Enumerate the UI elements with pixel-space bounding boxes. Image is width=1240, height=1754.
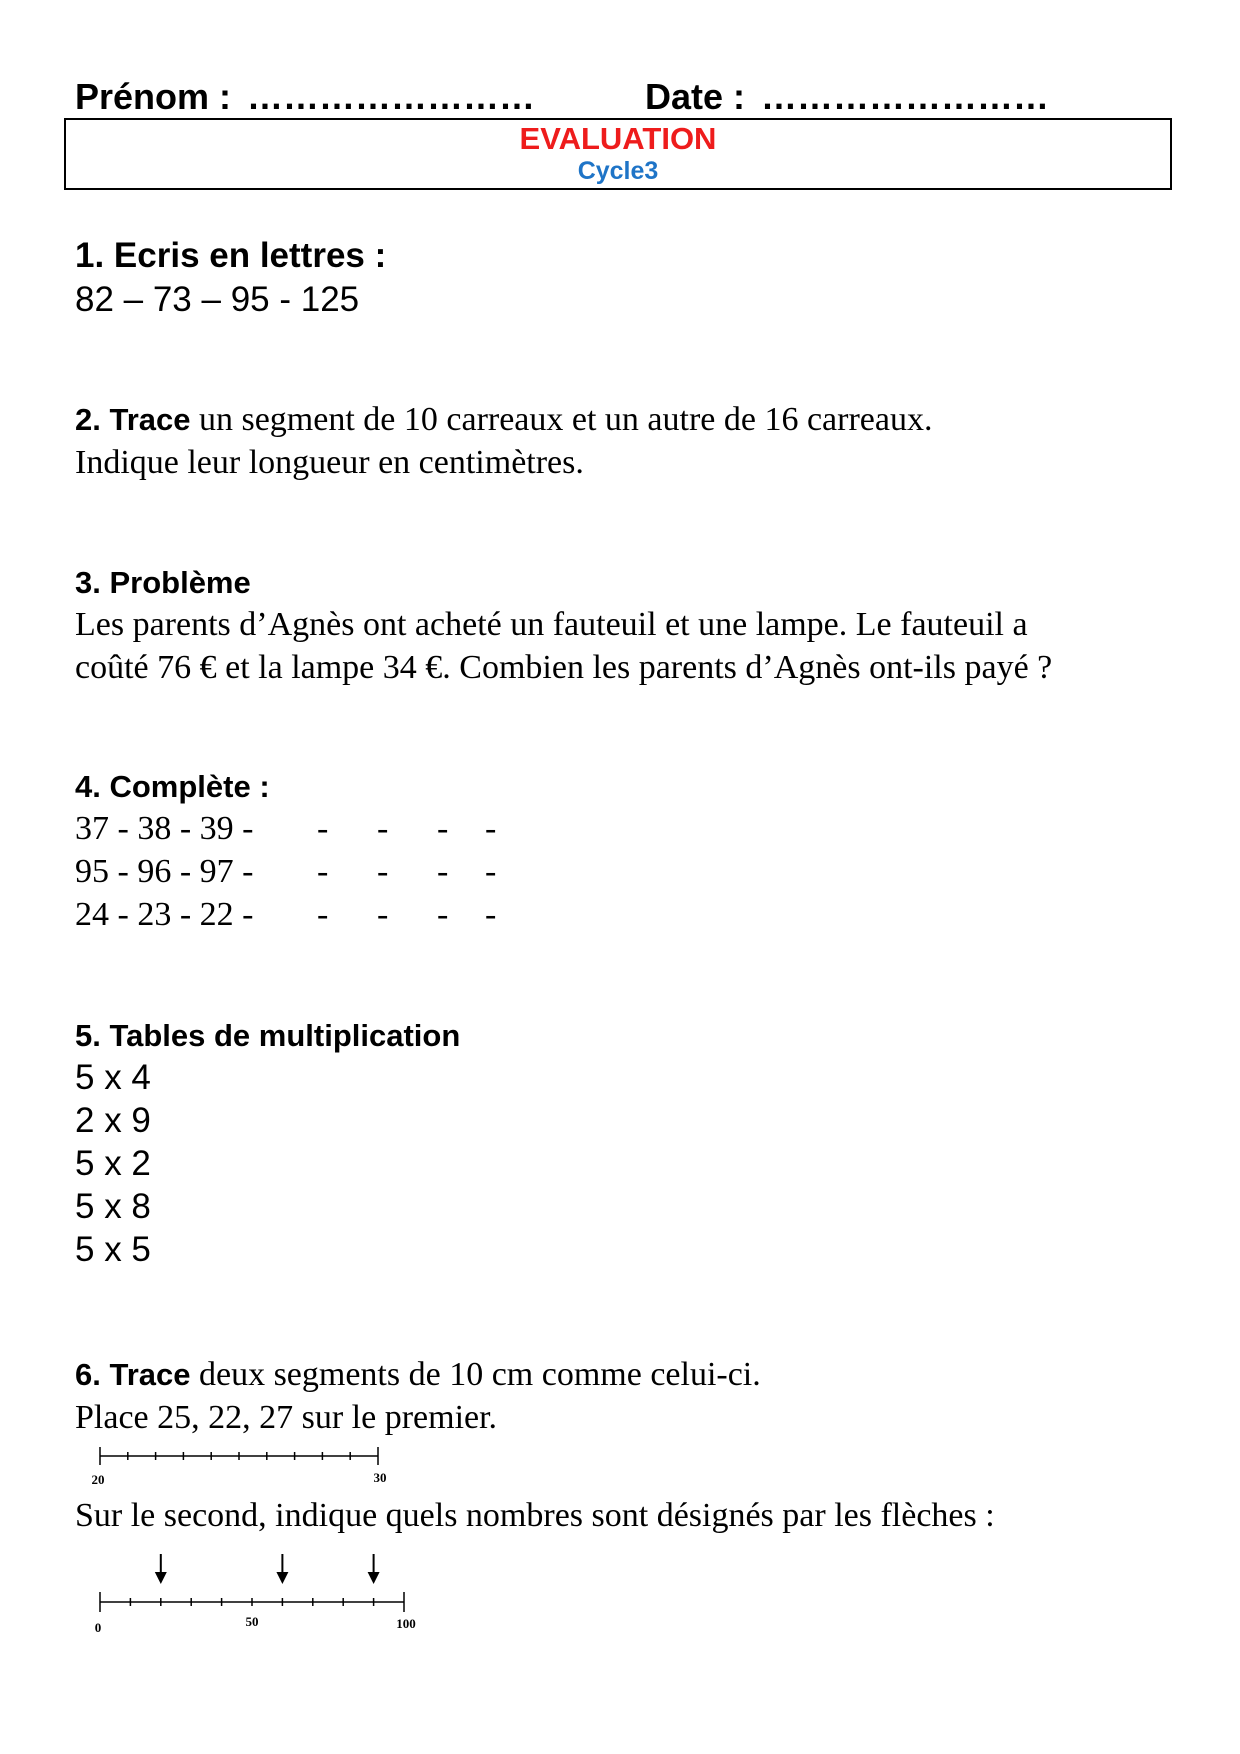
sequence-blank: -	[437, 853, 449, 890]
question-6	[75, 1353, 1175, 1439]
date-field	[645, 72, 1049, 122]
question-2-line-1	[75, 398, 1175, 441]
arrow-head-icon	[368, 1572, 380, 1584]
cycle-subtitle: Cycle3	[577, 157, 659, 185]
question-1	[75, 234, 1175, 322]
sequence-start: 37 - 38 - 39 -	[75, 810, 254, 847]
question-6-line-3: Sur le second, indique quels nombres sont désignés par les flèches :	[75, 1497, 995, 1534]
prenom-label: Prénom :	[75, 76, 232, 117]
question-6-text: deux segments de 10 cm comme celui-ci.	[190, 1356, 761, 1393]
question-1-numbers: 82 – 73 – 95 - 125	[75, 280, 360, 319]
sequence-start: 24 - 23 - 22 -	[75, 896, 254, 933]
prenom-dots: ……………………	[247, 76, 536, 117]
prenom-field	[75, 72, 535, 122]
evaluation-title: EVALUATION	[519, 121, 717, 156]
question-6-line-2: Place 25, 22, 27 sur le premier.	[75, 1399, 498, 1436]
question-3	[75, 563, 1175, 689]
question-1-title: 1. Ecris en lettres :	[75, 236, 387, 275]
sequence-blank: -	[377, 896, 389, 933]
question-2	[75, 398, 1175, 484]
question-6-label: 6. Trace	[75, 1357, 191, 1392]
multiplication-list	[75, 1056, 1175, 1271]
sequence-blank: -	[485, 810, 497, 847]
question-2-text: un segment de 10 carreaux et un autre de 16 carreaux.	[190, 401, 933, 438]
ruler-20-30	[80, 1440, 410, 1490]
sequence-blank: -	[377, 810, 389, 847]
ruler-label-mid: 50	[245, 1614, 259, 1629]
sequence-row	[75, 850, 1175, 893]
question-6-line-1	[75, 1353, 1175, 1396]
date-dots: ……………………	[761, 76, 1050, 117]
sequence-row	[75, 893, 1175, 936]
sequence-blank: -	[317, 853, 329, 890]
ruler-label-start: 20	[91, 1472, 105, 1487]
sequence-blank: -	[437, 810, 449, 847]
sequence-row	[75, 807, 1175, 850]
question-4-title: 4. Complète :	[75, 769, 270, 804]
sequence-blank: -	[317, 896, 329, 933]
sequence-blank: -	[437, 896, 449, 933]
sequence-blank: -	[485, 853, 497, 890]
question-3-line-1: Les parents d’Agnès ont acheté un fauteuil et une lampe. Le fauteuil a	[75, 606, 1028, 643]
question-4	[75, 767, 1175, 936]
sequence-blank: -	[485, 896, 497, 933]
multiplication-item: 2 x 9	[75, 1101, 151, 1140]
question-3-line-2: coûté 76 € et la lampe 34 €. Combien les parents d’Agnès ont-ils payé ?	[75, 649, 1053, 686]
arrow-head-icon	[155, 1572, 167, 1584]
sequence-list	[75, 807, 1175, 936]
question-5	[75, 1016, 1175, 1271]
question-2-label: 2. Trace	[75, 402, 191, 437]
multiplication-item: 5 x 5	[75, 1230, 151, 1269]
multiplication-item: 5 x 2	[75, 1144, 151, 1183]
sequence-blank: -	[317, 810, 329, 847]
ruler-label-start: 0	[94, 1620, 102, 1635]
multiplication-item: 5 x 4	[75, 1058, 151, 1097]
question-3-title: 3. Problème	[75, 565, 251, 600]
question-5-title: 5. Tables de multiplication	[75, 1018, 461, 1053]
title-box	[64, 118, 1172, 190]
question-2-line-2: Indique leur longueur en centimètres.	[75, 444, 584, 481]
ruler-0-100	[80, 1550, 440, 1640]
header-line	[75, 72, 1175, 122]
ruler-label-end: 100	[396, 1616, 416, 1631]
ruler-label-end: 30	[373, 1470, 387, 1485]
multiplication-item: 5 x 8	[75, 1187, 151, 1226]
sequence-blank: -	[377, 853, 389, 890]
date-label: Date :	[645, 76, 746, 117]
sequence-start: 95 - 96 - 97 -	[75, 853, 254, 890]
arrow-head-icon	[276, 1572, 288, 1584]
